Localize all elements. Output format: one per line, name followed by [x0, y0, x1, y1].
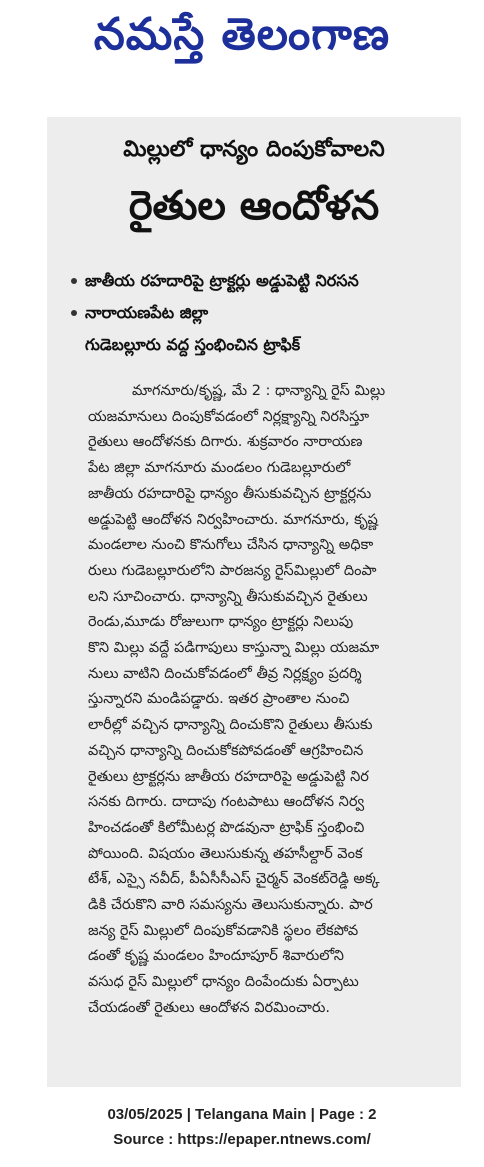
- highlight-text: నారాయణపేట జిల్లా: [85, 303, 209, 322]
- highlight-item: [71, 297, 441, 329]
- highlight-item: [71, 329, 441, 361]
- news-clipping: [47, 117, 461, 1087]
- article-headline: రైతుల ఆందోళన: [128, 183, 380, 229]
- masthead: [0, 0, 484, 80]
- article-body-line: టేశ్, ఎస్సై నవీద్, పీఏసీసీఎస్ చైర్మన్ వెంకట్‌రెడ్డి అక్క: [88, 871, 380, 888]
- article-body-line: యజమానులు దింపుకోవడంలో నిర్లక్ష్యాన్ని నిరసిస్తూ: [88, 408, 370, 425]
- article-body-line: లారీల్లో వచ్చిన ధాన్యాన్ని దించుకొని రైతులు తీసుకు: [88, 717, 373, 734]
- article-body-line: వసుధ రైస్ మిల్లులో ధాన్యం దింపేందుకు ఏర్పాటు: [88, 974, 359, 991]
- article-kicker: మిల్లులో ధాన్యం దింపుకోవాలని: [123, 137, 385, 162]
- article-highlights: [71, 265, 441, 361]
- article-body-line: జాతీయ రహదారిపై ధాన్యం తీసుకువచ్చిన ట్రాక్టర్లను: [88, 485, 372, 502]
- article-body-line: పేట జిల్లా మాగనూరు మండలం గుడెబల్లూరులో: [88, 460, 351, 477]
- source-link[interactable]: Source : https://epaper.ntnews.com/: [113, 1131, 371, 1148]
- clipping-footer: [0, 1102, 484, 1152]
- article-body-line: పోయింది. విషయం తెలుసుకున్న తహసీల్దార్ వెంక: [88, 845, 363, 862]
- article-body-line: డికి చేరుకొని వారి సమస్యను తెలుసుకున్నారు. పార: [88, 897, 373, 914]
- article-body-line: జన్య రైస్ మిల్లులో దింపుకోవడానికి స్థలం లేకపోవ: [88, 922, 359, 939]
- article-body: [88, 379, 448, 1022]
- bullet-icon: [71, 310, 77, 316]
- article-body-line: మండలాల నుంచి కొనుగోలు చేసిన ధాన్యాన్ని అధికా: [88, 537, 374, 554]
- article-body-line: చేయడంతో రైతులు ఆందోళన విరమించారు.: [88, 999, 331, 1016]
- article-body-line: డంతో కృష్ణ మండలం హిందూపూర్ శివారులోని: [88, 948, 344, 965]
- article-body-line: లని సూచించారు. ధాన్యాన్ని తీసుకువచ్చిన రైతులు: [88, 588, 368, 605]
- article-body-line: మాగనూరు/కృష్ణ, మే 2 : ధాన్యాన్ని రైస్ మిల్లు: [132, 383, 386, 399]
- article-body-line: రులు గుడెబల్లూరులోని పారజన్య రైస్‌మిల్లులో దింపా: [88, 562, 377, 579]
- article-body-line: నులు వాటిని దించుకోవడంలో తీవ్ర నిర్లక్ష్యం ప్రదర్శి: [88, 665, 362, 682]
- edition-info: 03/05/2025 | Telangana Main | Page : 2: [107, 1106, 377, 1123]
- article-body-line: హించడంతో కిలోమీటర్ల పొడవునా ట్రాఫిక్ స్తంభించి: [88, 819, 365, 836]
- article-body-line: అడ్డుపెట్టి ఆందోళన నిర్వహించారు. మాగనూరు, కృష్ణ: [88, 511, 378, 528]
- highlight-item: [71, 265, 441, 297]
- masthead-title: నమస్తే తెలంగాణ: [93, 9, 391, 60]
- highlight-text: గుడెబల్లూరు వద్ద స్తంభించిన ట్రాఫిక్: [85, 335, 301, 354]
- article-body-line: సనకు దిగారు. దాదాపు గంటపాటు ఆందోళన నిర్వ: [88, 794, 365, 811]
- article-body-line: వచ్చిన ధాన్యాన్ని దించుకోకపోవడంతో ఆగ్రహించిన: [88, 742, 364, 759]
- article-body-line: రెండు,మూడు రోజులుగా ధాన్యం ట్రాక్టర్లు నిలుపు: [88, 614, 354, 631]
- article-body-line: రైతులు ఆందోళనకు దిగారు. శుక్రవారం నారాయణ: [88, 434, 363, 451]
- article-body-line: స్తున్నారని మండిపడ్డారు. ఇతర ప్రాంతాల నుంచి: [88, 691, 350, 708]
- article-body-line: కొని మిల్లు వద్దే పడిగాపులు కాస్తున్నా మిల్లు యజమా: [88, 640, 380, 657]
- bullet-icon: [71, 278, 77, 284]
- highlight-text: జాతీయ రహదారిపై ట్రాక్టర్లు అడ్డుపెట్టి నిరసన: [85, 271, 359, 290]
- article-body-line: రైతులు ట్రాక్టర్లను జాతీయ రహదారిపై అడ్డుపెట్టి నిర: [88, 768, 369, 785]
